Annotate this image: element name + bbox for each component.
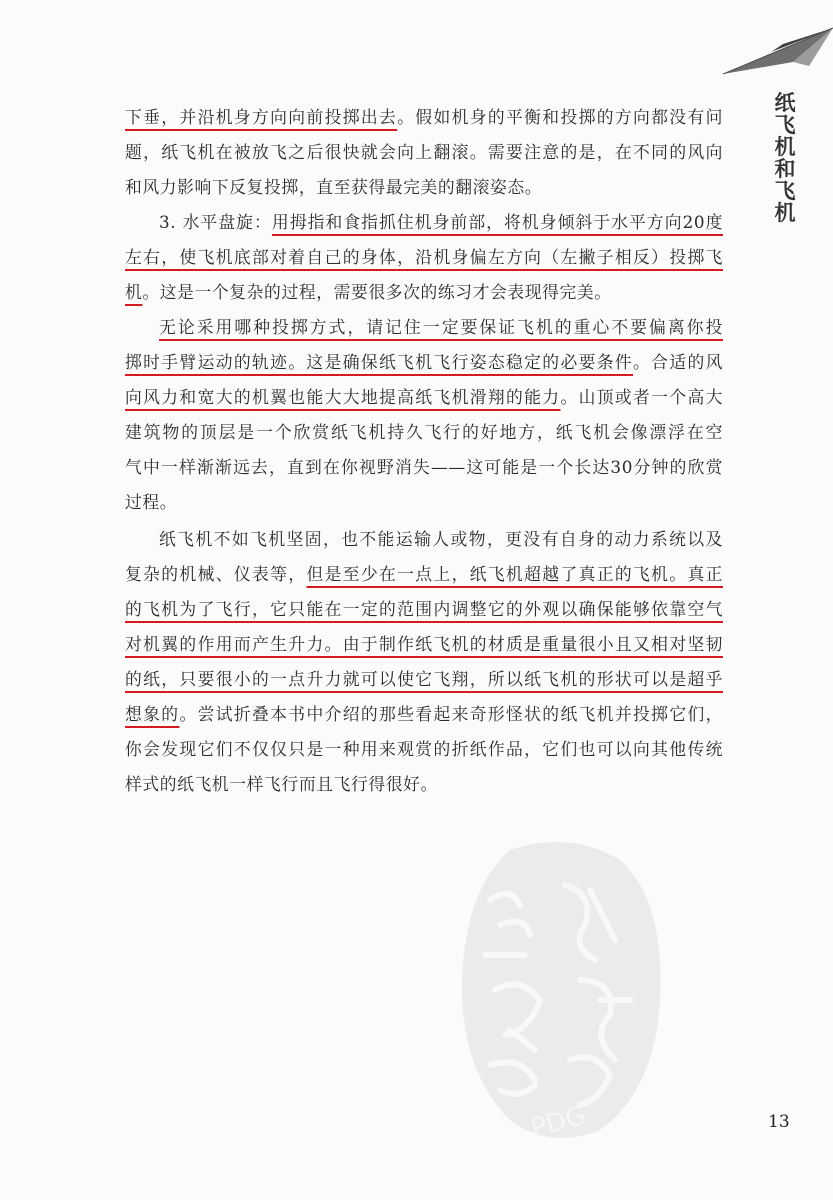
paper-plane-icon: [723, 22, 833, 84]
text-line: 样式的纸飞机一样飞行而且飞行得很好。: [125, 774, 438, 794]
body-text: [125, 100, 723, 802]
text-line: 题，纸飞机在被放飞之后很快就会向上翻滚。需要注意的是，在不同的风向: [125, 142, 723, 162]
text-line: 纸飞机不如飞机坚固，也不能运输人或物，更没有自身的动力系统以及: [159, 529, 723, 549]
chapter-title: 纸 飞 机 和 飞 机: [774, 91, 796, 225]
text-line: 无论采用哪种投掷方式，请记住一定要保证飞机的重心不要偏离你投: [159, 317, 723, 337]
text-line: 的纸，只要很小的一点升力就可以使它飞翔，所以纸飞机的形状可以是超乎: [125, 669, 723, 689]
text-line: 复杂的机械、仪表等，但是至少在一点上，纸飞机超越了真正的飞机。真正: [125, 564, 723, 584]
text-line: 你会发现它们不仅仅只是一种用来观赏的折纸作品，它们也可以向其他传统: [125, 739, 723, 759]
text-line: 建筑物的顶层是一个欣赏纸飞机持久飞行的好地方，纸飞机会像漂浮在空: [125, 422, 723, 442]
text-line: 下垂，并沿机身方向向前投掷出去。假如机身的平衡和投掷的方向都没有问: [125, 107, 723, 127]
text-line: 对机翼的作用而产生升力。由于制作纸飞机的材质是重量很小且又相对坚韧: [125, 634, 723, 654]
page-number: 13: [768, 1112, 790, 1132]
text-line: 气中一样渐渐远去，直到在你视野消失——这可能是一个长达30分钟的欣赏: [125, 457, 723, 477]
library-seal-watermark: [450, 830, 670, 1150]
text-line: 3. 水平盘旋：用拇指和食指抓住机身前部，将机身倾斜于水平方向20度: [159, 212, 723, 232]
watermark-text: PDG: [527, 1100, 590, 1145]
text-line: 掷时手臂运动的轨迹。这是确保纸飞机飞行姿态稳定的必要条件。合适的风: [125, 352, 723, 372]
text-line: 的飞机为了飞行，它只能在一定的范围内调整它的外观以确保能够依靠空气: [125, 599, 723, 619]
text-line: 左右，使飞机底部对着自己的身体，沿机身偏左方向（左撇子相反）投掷飞: [125, 247, 723, 267]
text-line: 向风力和宽大的机翼也能大大地提高纸飞机滑翔的能力。山顶或者一个高大: [125, 387, 724, 407]
text-line: 想象的。尝试折叠本书中介绍的那些看起来奇形怪状的纸飞机并投掷它们，: [125, 704, 723, 724]
text-line: 机。这是一个复杂的过程，需要很多次的练习才会表现得完美。: [125, 282, 612, 302]
text-line: 过程。: [125, 492, 178, 512]
text-line: 和风力影响下反复投掷，直至获得最完美的翻滚姿态。: [125, 177, 543, 197]
